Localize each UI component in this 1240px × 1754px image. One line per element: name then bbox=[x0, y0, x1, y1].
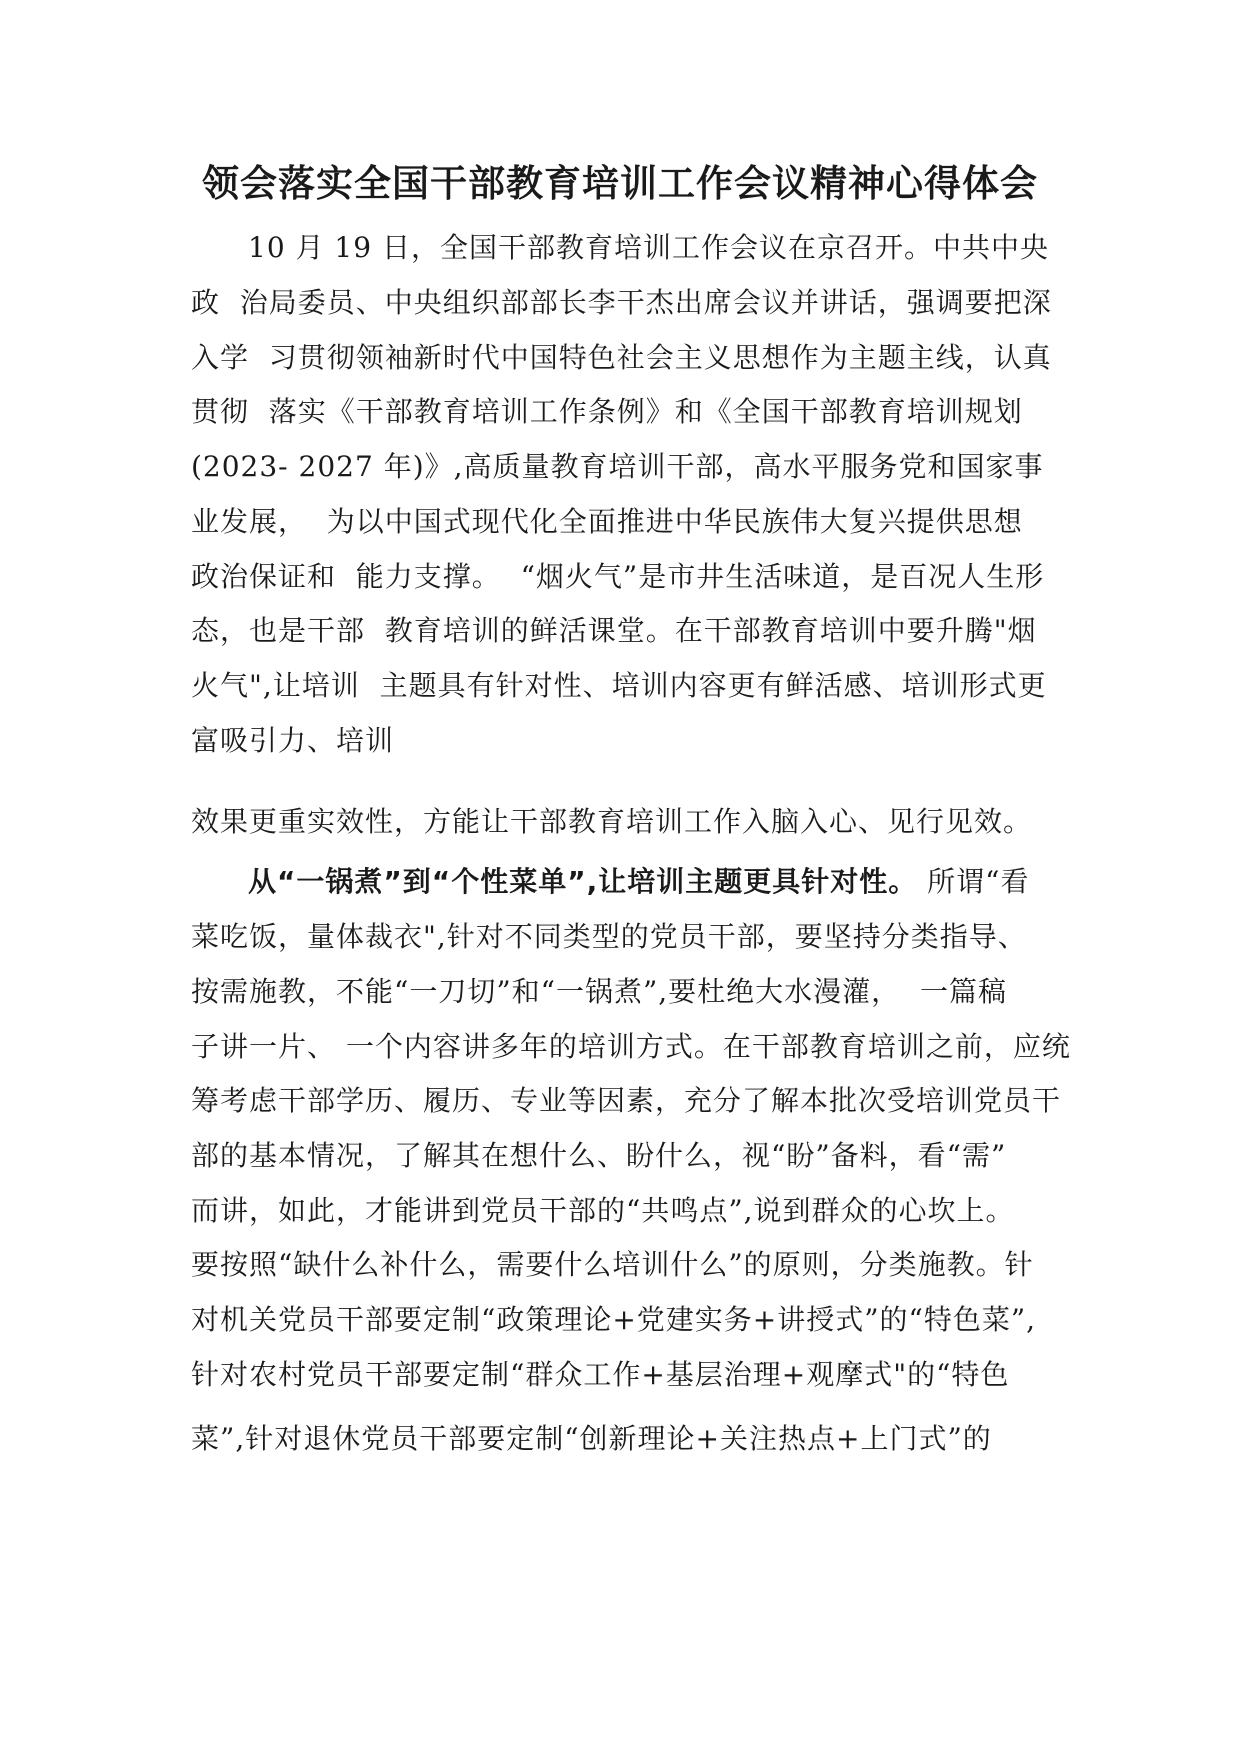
paragraph1-line-5: (2023- 2027 年)》,高质量教育培训干部，高水平服务党和国家事 bbox=[191, 450, 1044, 483]
paragraph1-line-7: 政治保证和 能力支撑。 “烟火气”是市井生活味道，是百况人生形 bbox=[191, 560, 1045, 593]
document-title: 领会落实全国干部教育培训工作会议精神心得体会 bbox=[202, 162, 1038, 205]
paragraph2-heading: 从“一锅煮”到“个性菜单”,让培训主题更具针对性。 bbox=[248, 865, 918, 898]
paragraph2-line-7: 而讲，如此，才能讲到党员干部的“共鸣点”,说到群众的心坎上。 bbox=[191, 1194, 1015, 1227]
paragraph1-line-10: 富吸引力、培训 bbox=[191, 724, 395, 757]
paragraph2-line-2: 菜吃饭，量体裁衣",针对不同类型的党员干部，要坚持分类指导、 bbox=[191, 920, 1027, 953]
paragraph2-line-4: 子讲一片、 一个内容讲多年的培训方式。在干部教育培训之前，应统 bbox=[191, 1030, 1071, 1063]
paragraph1-line-1: 10 月 19 日，全国干部教育培训工作会议在京召开。中共中央 bbox=[248, 231, 1049, 264]
paragraph2-line-9: 对机关党员干部要定制“政策理论+党建实务+讲授式”的“特色菜”, bbox=[191, 1303, 1037, 1336]
paragraph2-line-3: 按需施教，不能“一刀切”和“一锅煮”,要杜绝大水漫灌， 一篇稿 bbox=[191, 975, 1007, 1008]
paragraph2-line-11: 菜”,针对退休党员干部要定制“创新理论+关注热点+上门式”的 bbox=[191, 1422, 992, 1455]
paragraph1-line-6: 业发展， 为以中国式现代化全面推进中华民族伟大复兴提供思想 bbox=[191, 505, 1023, 538]
paragraph2-first-line bbox=[248, 862, 1029, 902]
paragraph2-line-8: 要按照“缺什么补什么，需要什么培训什么”的原则，分类施教。针 bbox=[191, 1248, 1034, 1281]
paragraph1-line-9: 火气",让培训 主题具有针对性、培训内容更有鲜活感、培训形式更 bbox=[191, 669, 1047, 702]
paragraph1-tail: 效果更重实效性，方能让干部教育培训工作入脑入心、见行见效。 bbox=[191, 805, 1033, 838]
paragraph2-line-5: 筹考虑干部学历、履历、专业等因素，充分了解本批次受培训党员干 bbox=[191, 1084, 1062, 1117]
paragraph2-line-10: 针对农村党员干部要定制“群众工作+基层治理+观摩式"的“特色 bbox=[191, 1358, 1010, 1391]
paragraph1-line-3: 入学 习贯彻领袖新时代中国特色社会主义思想作为主题主线，认真 bbox=[191, 341, 1052, 374]
paragraph2-first-line-rest: 所谓“看 bbox=[917, 865, 1030, 898]
paragraph1-line-4: 贯彻 落实《干部教育培训工作条例》和《全国干部教育培训规划 bbox=[191, 395, 1023, 428]
paragraph1-line-8: 态，也是干部 教育培训的鲜活课堂。在干部教育培训中要升腾"烟 bbox=[191, 614, 1037, 647]
paragraph2-line-6: 部的基本情况，了解其在想什么、盼什么，视“盼”备料，看“需” bbox=[191, 1139, 1007, 1172]
paragraph1-line-2: 政 治局委员、中央组织部部长李干杰出席会议并讲话，强调要把深 bbox=[191, 286, 1052, 319]
